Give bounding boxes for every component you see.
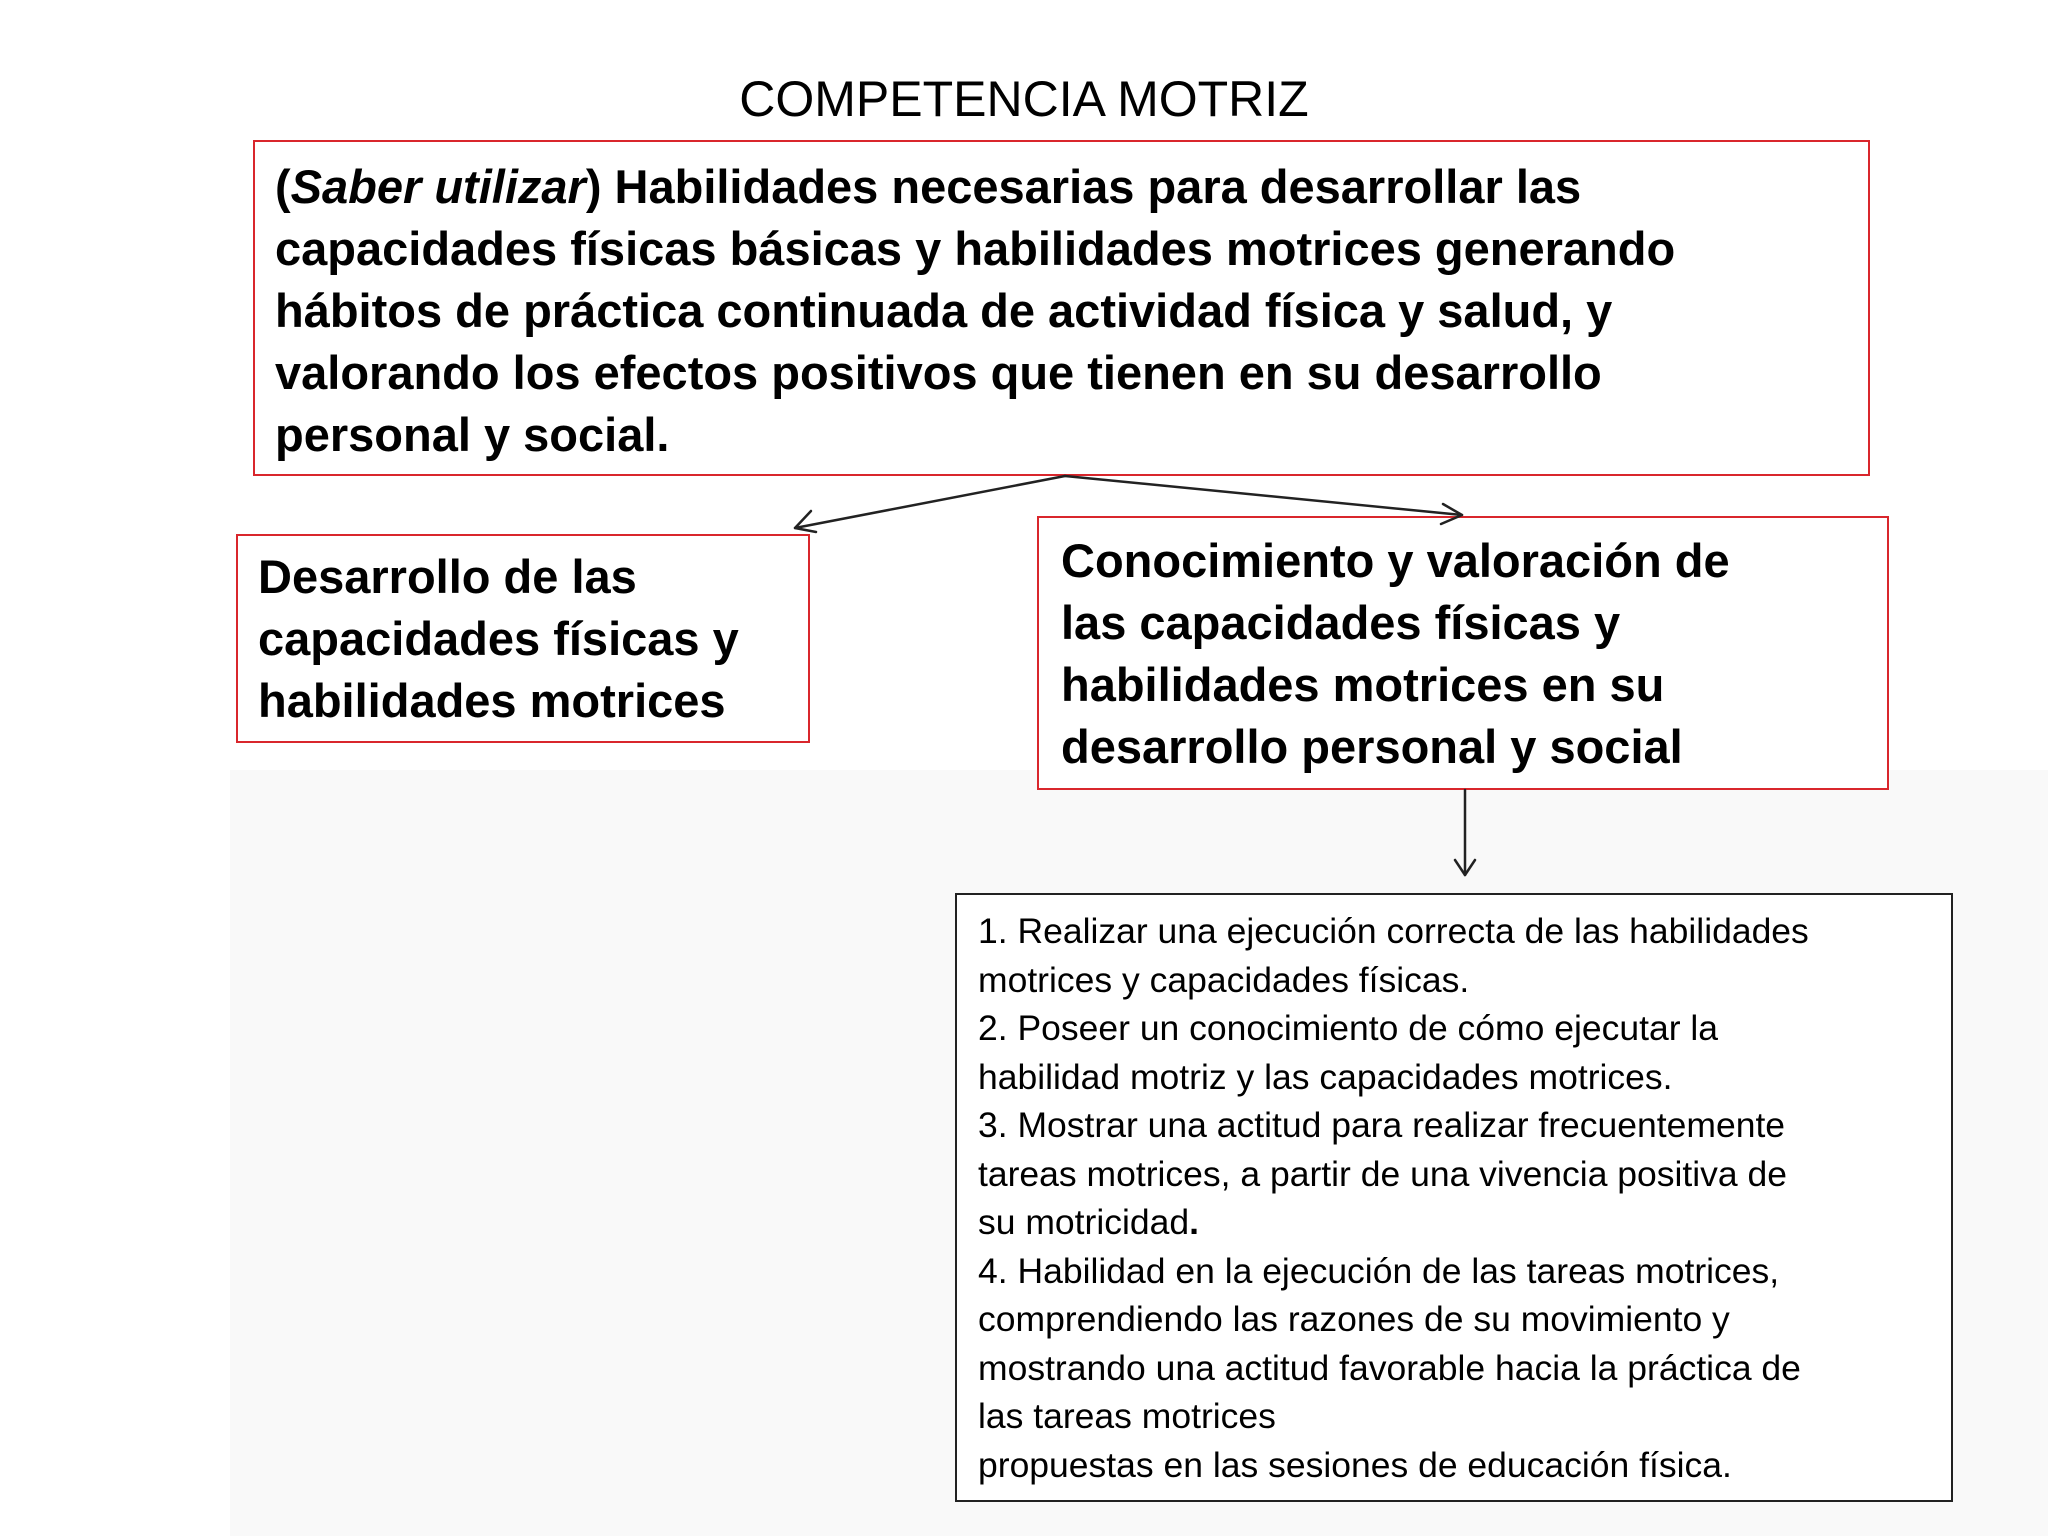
arrow-to-development-head xyxy=(795,511,816,532)
development-line-2: capacidades físicas y xyxy=(258,612,739,665)
indicator-line-8: 4. Habilidad en la ejecución de las tareas motrices, xyxy=(978,1250,1780,1291)
indicator-line-1: 1. Realizar una ejecución correcta de las habilidades xyxy=(978,911,1809,951)
indicator-line-4: habilidad motriz y las capacidades motrices. xyxy=(978,1056,1673,1097)
indicator-line-6: tareas motrices, a partir de una vivencia positiva de xyxy=(978,1153,1788,1194)
indicator-line-2: motrices y capacidades físicas. xyxy=(978,959,1470,1000)
knowledge-line-4: desarrollo personal y social xyxy=(1061,720,1683,773)
definition-line-2: capacidades físicas básicas y habilidades motrices generando xyxy=(275,222,1676,275)
definition-line-3: hábitos de práctica continuada de actividad física y salud, y xyxy=(275,284,1613,337)
definition-line-4: valorando los efectos positivos que tienen en su desarrollo xyxy=(275,346,1602,399)
saber-utilizar-label: Saber utilizar xyxy=(290,160,586,213)
knowledge-line-3: habilidades motrices en su xyxy=(1061,658,1665,711)
indicator-line-3: 2. Poseer un conocimiento de cómo ejecutar la xyxy=(978,1008,1719,1048)
indicator-line-7-period: . xyxy=(1189,1202,1199,1242)
indicator-line-9: comprendiendo las razones de su movimiento y xyxy=(978,1299,1730,1339)
definition-line-1-rest: ) Habilidades necesarias para desarrollar las xyxy=(585,160,1582,213)
development-line-3: habilidades motrices xyxy=(258,674,726,727)
open-paren: ( xyxy=(275,160,291,213)
indicator-line-5: 3. Mostrar una actitud para realizar frecuentemente xyxy=(978,1105,1786,1145)
arrow-to-development-line xyxy=(795,476,1065,528)
knowledge-line-2: las capacidades físicas y xyxy=(1061,596,1621,649)
indicator-line-10: mostrando una actitud favorable hacia la práctica de xyxy=(978,1347,1801,1388)
knowledge-line-1: Conocimiento y valoración de xyxy=(1061,534,1730,587)
development-line-1: Desarrollo de las xyxy=(258,550,637,603)
indicator-line-12: propuestas en las sesiones de educación física. xyxy=(978,1444,1732,1485)
indicator-line-7-text: su motricidad xyxy=(978,1202,1190,1242)
definition-line-5: personal y social. xyxy=(275,408,670,461)
indicator-line-11: las tareas motrices xyxy=(978,1396,1276,1436)
arrow-to-knowledge-line xyxy=(1065,476,1462,515)
diagram-title: COMPETENCIA MOTRIZ xyxy=(739,71,1309,127)
